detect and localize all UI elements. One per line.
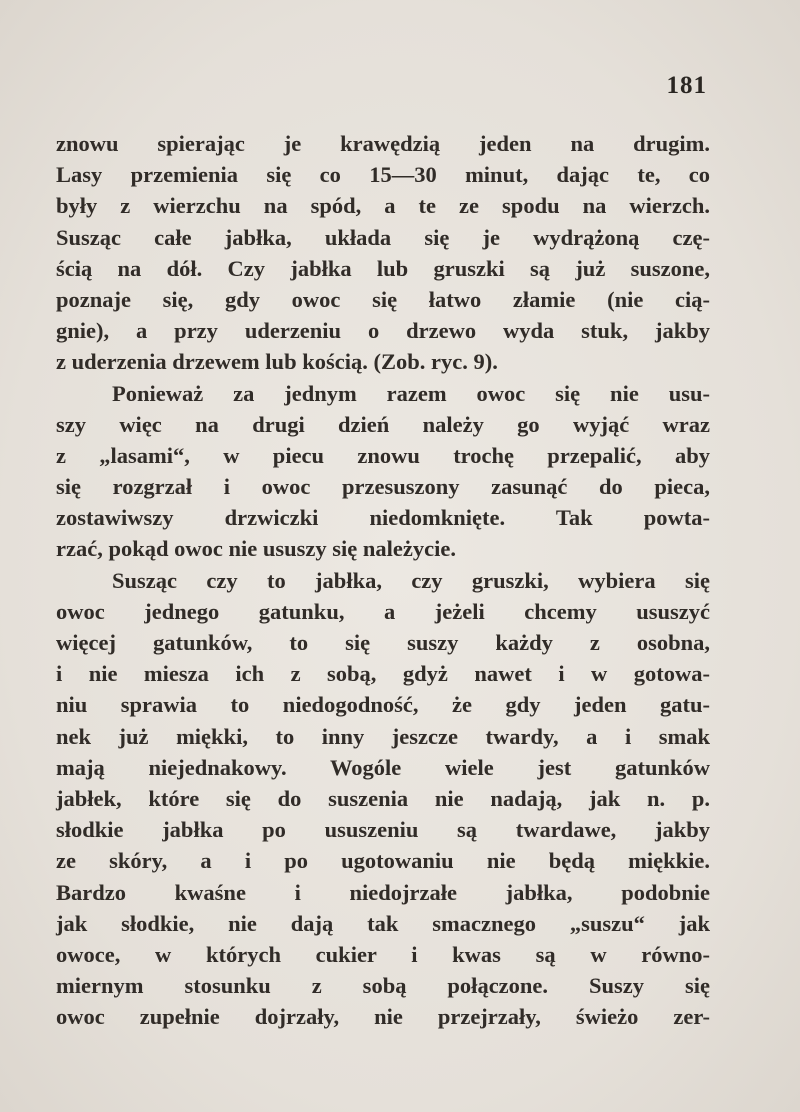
text-line: z uderzenia drzewem lub kością. (Zob. ryc. 9). [56,349,498,375]
text-line: Lasy przemienia się co 15—30 minut, dając te, co [56,162,710,188]
text-line: ścią na dół. Czy jabłka lub gruszki są już suszone, [56,255,710,281]
text-line: słodkie jabłka po ususzeniu są twardawe, jakby [56,817,710,843]
text-line: owoc jednego gatunku, a jeżeli chcemy ususzyć [56,598,710,624]
text-line: były z wierzchu na spód, a te ze spodu na wierzch. [56,193,710,219]
text-line: poznaje się, gdy owoc się łatwo złamie (nie cią- [56,286,710,312]
text-line: miernym stosunku z sobą połączone. Suszy się [56,973,710,999]
text-line: jak słodkie, nie dają tak smacznego „suszu“ jak [56,910,710,936]
text-line: gnie), a przy uderzeniu o drzewo wyda stuk, jakby [56,318,710,344]
text-line: Susząc czy to jabłka, czy gruszki, wybiera się [112,567,710,593]
text-line: ze skóry, a i po ugotowaniu nie będą miękkie. [56,848,710,874]
page-number: 181 [666,72,707,99]
text-line: niu sprawia to niedogodność, że gdy jeden gatu- [56,692,710,718]
text-line: rzać, pokąd owoc nie ususzy się należycie. [56,536,456,562]
text-line: mają niejednakowy. Wogóle wiele jest gatunków [56,754,710,780]
text-line: nek już miękki, to inny jeszcze twardy, a i smak [56,723,710,749]
body-text [56,128,710,1032]
text-line: zostawiwszy drzwiczki niedomknięte. Tak powta- [56,505,710,531]
text-line: i nie miesza ich z sobą, gdyż nawet i w gotowa- [56,661,710,687]
text-line: jabłek, które się do suszenia nie nadają, jak n. p. [56,785,710,811]
text-line: Ponieważ za jednym razem owoc się nie usu- [112,380,710,406]
text-line: z „lasami“, w piecu znowu trochę przepalić, aby [56,442,710,468]
text-line: Bardzo kwaśne i niedojrzałe jabłka, podobnie [56,879,710,905]
text-line: więcej gatunków, to się suszy każdy z osobna, [56,630,710,655]
text-line: szy więc na drugi dzień należy go wyjąć wraz [56,411,710,437]
text-line: Susząc całe jabłka, układa się je wydrążoną czę- [56,224,710,250]
text-line: owoc zupełnie dojrzały, nie przejrzały, świeżo zer- [56,1004,710,1030]
text-line: się rozgrzał i owoc przesuszony zasunąć do pieca, [56,474,710,500]
text-line: owoce, w których cukier i kwas są w równo- [56,941,710,967]
text-line: znowu spierając je krawędzią jeden na drugim. [56,131,710,156]
